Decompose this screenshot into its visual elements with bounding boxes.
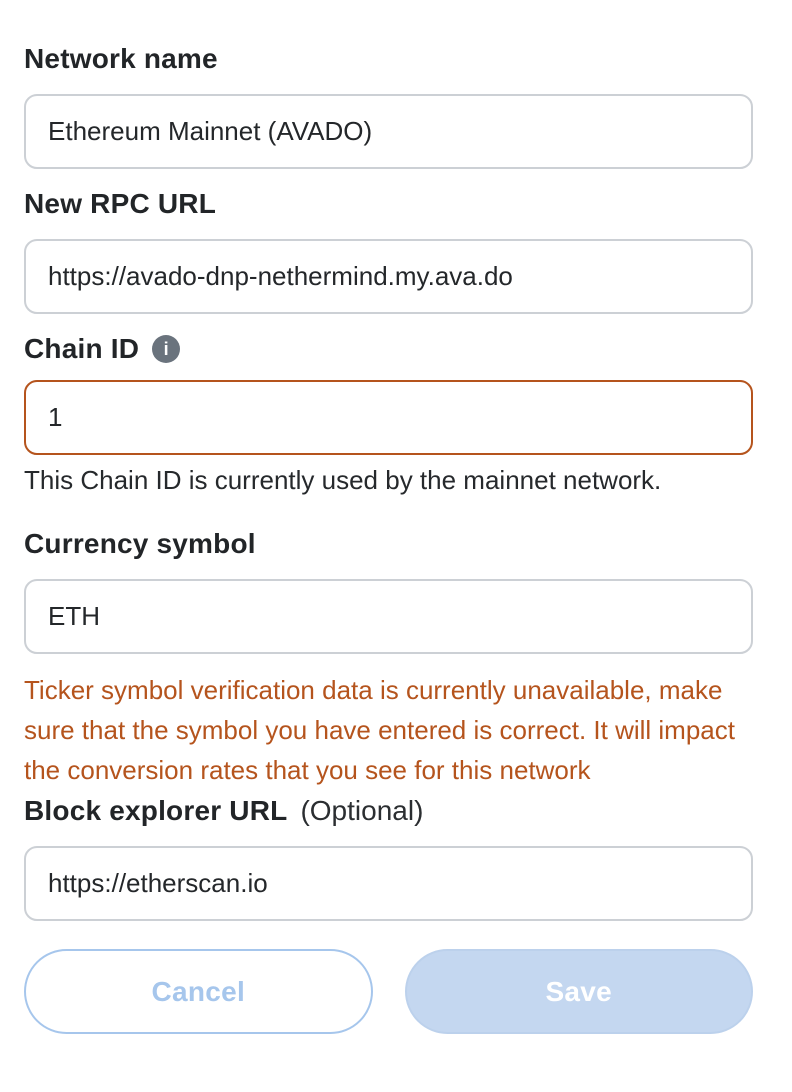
- info-icon[interactable]: i: [152, 335, 180, 363]
- block-explorer-label: Block explorer URL: [24, 795, 288, 826]
- chain-id-input[interactable]: [24, 380, 753, 455]
- rpc-url-label-row: [24, 189, 753, 219]
- currency-symbol-input[interactable]: [24, 579, 753, 654]
- ticker-warning-text: [24, 670, 753, 790]
- rpc-url-label: New RPC URL: [24, 188, 216, 219]
- chain-id-helper-text: This Chain ID is currently used by the mainnet network.: [24, 465, 662, 495]
- rpc-url-input[interactable]: [24, 239, 753, 314]
- save-button[interactable]: Save: [405, 949, 754, 1034]
- ticker-warning-line: sure that the symbol you have entered is correct. It will impact: [24, 715, 735, 745]
- network-name-label-row: [24, 44, 753, 74]
- ticker-warning-line: the conversion rates that you see for this network: [24, 755, 591, 785]
- ticker-warning-line: Ticker symbol verification data is currently unavailable, make: [24, 675, 723, 705]
- block-explorer-label-row: [24, 796, 753, 826]
- network-name-label: Network name: [24, 43, 218, 74]
- cancel-button[interactable]: Cancel: [24, 949, 373, 1034]
- network-name-input[interactable]: [24, 94, 753, 169]
- form-actions: [24, 949, 753, 1034]
- optional-tag: (Optional): [300, 795, 424, 826]
- currency-symbol-label: Currency symbol: [24, 528, 256, 559]
- block-explorer-input[interactable]: [24, 846, 753, 921]
- chain-id-label: Chain ID: [24, 333, 140, 364]
- currency-symbol-label-row: [24, 529, 753, 559]
- chain-id-label-row: [24, 334, 753, 364]
